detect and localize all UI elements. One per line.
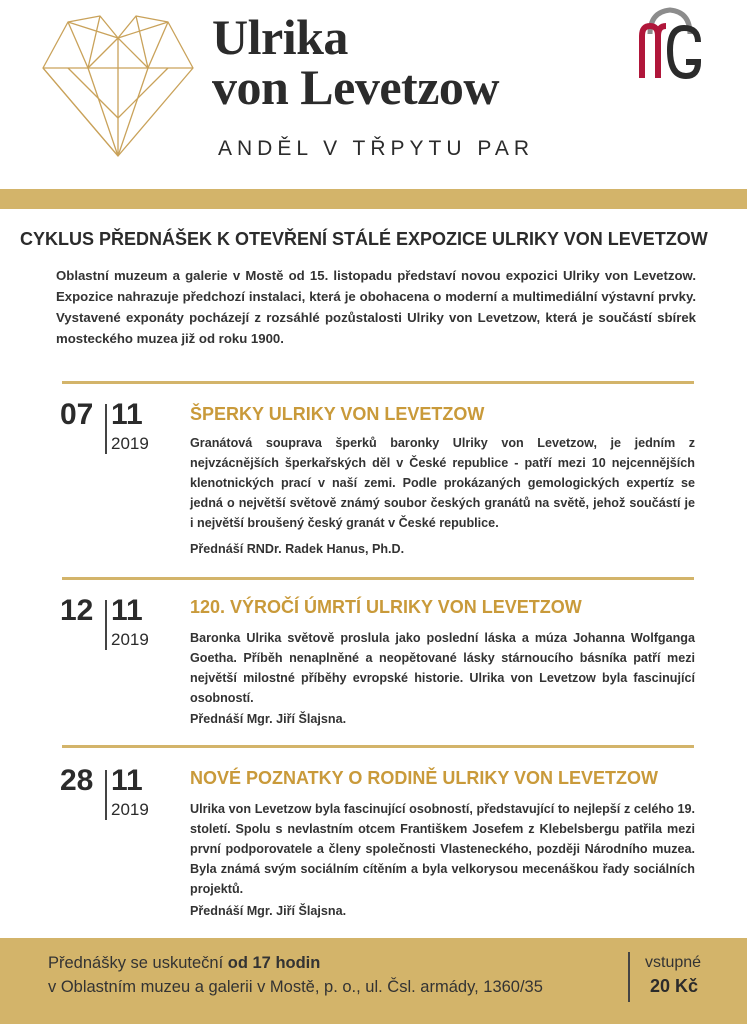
- page-subtitle: ANDĚL V TŘPYTU PAR: [218, 137, 534, 160]
- event-speaker: Přednáší Mgr. Jiří Šlajsna.: [190, 712, 347, 726]
- footer-time: od 17 hodin: [227, 954, 321, 972]
- date-separator: [105, 770, 107, 820]
- event-year: 2019: [111, 434, 149, 453]
- event-description: Baronka Ulrika světově proslula jako poslední láska a múza Johanna Wolfganga Goetha. Příběh nenaplněné a neopětované lásky stárnoucího básníka patří mezi největší milostné příběhy evropské historie. Ulrika von Levetzow byla fascinující osobností.: [190, 631, 695, 705]
- event-month: 11: [111, 594, 143, 627]
- event-divider: [62, 381, 694, 384]
- event-title: NOVÉ POZNATKY O RODINĚ ULRIKY VON LEVETZOW: [190, 768, 659, 788]
- gem-heart-icon: [38, 8, 198, 158]
- headline: CYKLUS PŘEDNÁŠEK K OTEVŘENÍ STÁLÉ EXPOZICE ULRIKY VON LEVETZOW: [20, 229, 708, 249]
- event-date: [60, 764, 170, 824]
- title-line-1: Ulrika: [212, 9, 348, 65]
- event-day: 07: [60, 398, 94, 431]
- footer-separator: [628, 952, 630, 1002]
- event-title: ŠPERKY ULRIKY VON LEVETZOW: [190, 404, 485, 424]
- event-speaker: Přednáší RNDr. Radek Hanus, Ph.D.: [190, 542, 405, 556]
- event-speaker: Přednáší Mgr. Jiří Šlajsna.: [190, 904, 347, 918]
- footer-venue: v Oblastním muzeu a galerii v Mostě, p. o., ul. Čsl. armády, 1360/35: [48, 978, 543, 996]
- footer-time-prefix: Přednášky se uskuteční: [48, 954, 228, 972]
- entry-price: 20 Kč: [650, 976, 699, 996]
- entry-label: vstupné: [645, 954, 702, 971]
- event-day: 28: [60, 764, 94, 797]
- mg-logo-icon: [636, 6, 704, 80]
- event-month: 11: [111, 398, 143, 431]
- intro-paragraph: Oblastní muzeum a galerie v Mostě od 15. listopadu představí novou expozici Ulriky von Levetzow. Expozice nahrazuje předchozí instalaci, která je obohacena o moderní a multimediální výstavní prvky. Vystavené exponáty pocházejí z rozsáhlé pozůstalosti Ulriky von Levetzow, která je součástí sbírek mosteckého muzea již od roku 1900.: [56, 268, 696, 346]
- event-day: 12: [60, 594, 94, 627]
- date-separator: [105, 404, 107, 454]
- title-line-2: von Levetzow: [212, 59, 499, 115]
- event-date: [60, 594, 170, 654]
- event-month: 11: [111, 764, 143, 797]
- event-date: [60, 398, 170, 458]
- event-divider: [62, 745, 694, 748]
- page-title: [212, 9, 499, 115]
- top-accent-bar: [0, 189, 747, 209]
- event-year: 2019: [111, 800, 149, 819]
- date-separator: [105, 600, 107, 650]
- event-title: 120. VÝROČÍ ÚMRTÍ ULRIKY VON LEVETZOW: [190, 597, 582, 617]
- event-description: Granátová souprava šperků baronky Ulriky von Levetzow, je jedním z nejvzácnějších šperkařských děl v České republice - patří mezi 10 nejcennějších klenotnických prací v naší zemi. Podle prokázaných gemologických expertíz se jedná o největší světově známý soubor českých granátů na světě, jehož součástí je i největší broušený český granát v České republice.: [190, 436, 695, 530]
- event-year: 2019: [111, 630, 149, 649]
- footer-time-line: [48, 954, 320, 973]
- event-divider: [62, 577, 694, 580]
- event-description: Ulrika von Levetzow byla fascinující osobností, představující to nejlepší z celého 19. století. Spolu s nevlastním otcem Františkem Josefem z Klebelsbergu patřila mezi první podporovatele a členy společnosti Vlasteneckého, později Národního muzea. Byla známá svým sociálním cítěním a byla velkorysou mecenáškou řady sociálních projektů.: [190, 802, 695, 896]
